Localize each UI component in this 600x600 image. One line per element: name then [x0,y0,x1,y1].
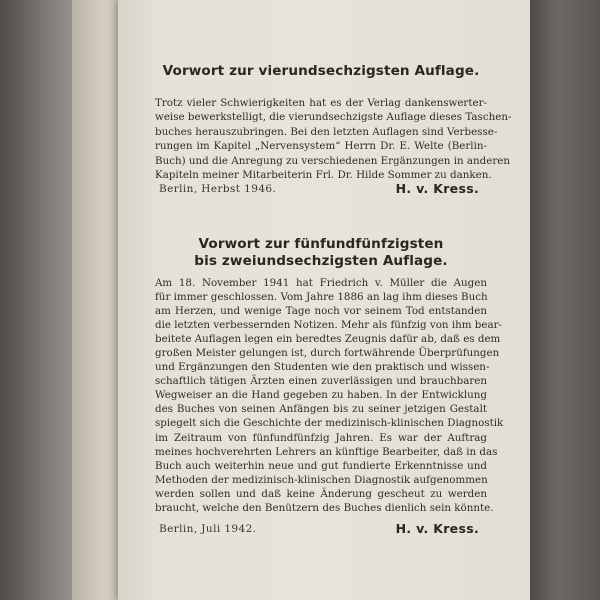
text-line: und Ergänzungen den Studenten wie den praktisch und wissen- [155,361,490,374]
text-line: schaftlich tätigen Ärzten einen zuverlässigen und brauchbaren [155,375,487,388]
preface-64-title: Vorwort zur vierundsechzigsten Auflage. [162,63,480,79]
text-line: rungen im Kapitel „Nervensystem“ Herrn Dr. E. Welte (Berlin- [155,140,487,153]
text-line: weise bewerkstelligt, die vierundsechzigste Auflage dieses Taschen- [155,111,512,124]
text-line: Methoden der medizinisch-klinischen Diagnostik aufgenommen [155,473,488,486]
text-line: werden sollen und daß keine Änderung gescheut zu werden [155,487,487,500]
text-line: Kapiteln meiner Mitarbeiterin Frl. Dr. Hilde Sommer zu danken. [155,169,492,182]
preface-55-62-paragraph [155,276,504,515]
text-line: die letzten verbessernden Notizen. Mehr als fünfzig von ihm bear- [155,319,503,332]
place-date: Berlin, Juli 1942. [159,523,257,535]
title-line: Vorwort zur fünfundfünfzigsten [198,236,444,252]
author-name: H. v. Kress. [395,181,479,196]
text-line: Am 18. November 1941 hat Friedrich v. Müller die Augen [155,277,487,289]
previous-page-edge [72,0,124,600]
title-line: bis zweiundsechzigsten Auflage. [194,253,448,269]
preface-64-paragraph [155,96,512,182]
text-line: großen Meister gelungen ist, durch fortwährende Überprüfungen [155,347,500,360]
book-gutter-shadow [0,0,78,600]
text-line: am Herzen, und wenige Tage noch vor seinem Tod entstanden [155,305,487,318]
text-line: Wegweiser an die Hand gegeben zu haben. In der Entwicklung [155,389,487,402]
text-line: im Zeitraum von fünfundfünfzig Jahren. Es war der Auftrag [155,431,487,444]
preface-64-signature [155,181,487,199]
text-line: Buch auch weiterhin neue und gut fundierte Erkenntnisse und [155,459,487,472]
text-line: spiegelt sich die Geschichte der medizinisch-klinischen Diagnostik [155,417,504,430]
preface-55-62-title [155,236,487,270]
author-name: H. v. Kress. [395,521,479,536]
place-date: Berlin, Herbst 1946. [159,183,277,195]
text-line: beitete Auflagen legen ein beredtes Zeugnis dafür ab, daß es dem [155,333,501,346]
text-line: buches herauszubringen. Bei den letzten Auflagen sind Verbesse- [155,125,498,138]
background-right [530,0,600,600]
text-line: meines hochverehrten Lehrers an künftige Bearbeiter, daß in das [155,445,498,458]
preface-55-62-signature [155,521,487,539]
text-line: Trotz vieler Schwierigkeiten hat es der Verlag dankenswerter- [155,97,487,109]
text-line: für immer geschlossen. Vom Jahre 1886 an lag ihm dieses Buch [155,291,488,304]
text-line: des Buches von seinen Anfängen bis zu seiner jetzigen Gestalt [155,403,487,416]
text-line: braucht, welche den Benützern des Buches dienlich sein könnte. [155,501,494,514]
text-line: Buch) und die Anregung zu verschiedenen Ergänzungen in anderen [155,154,510,167]
